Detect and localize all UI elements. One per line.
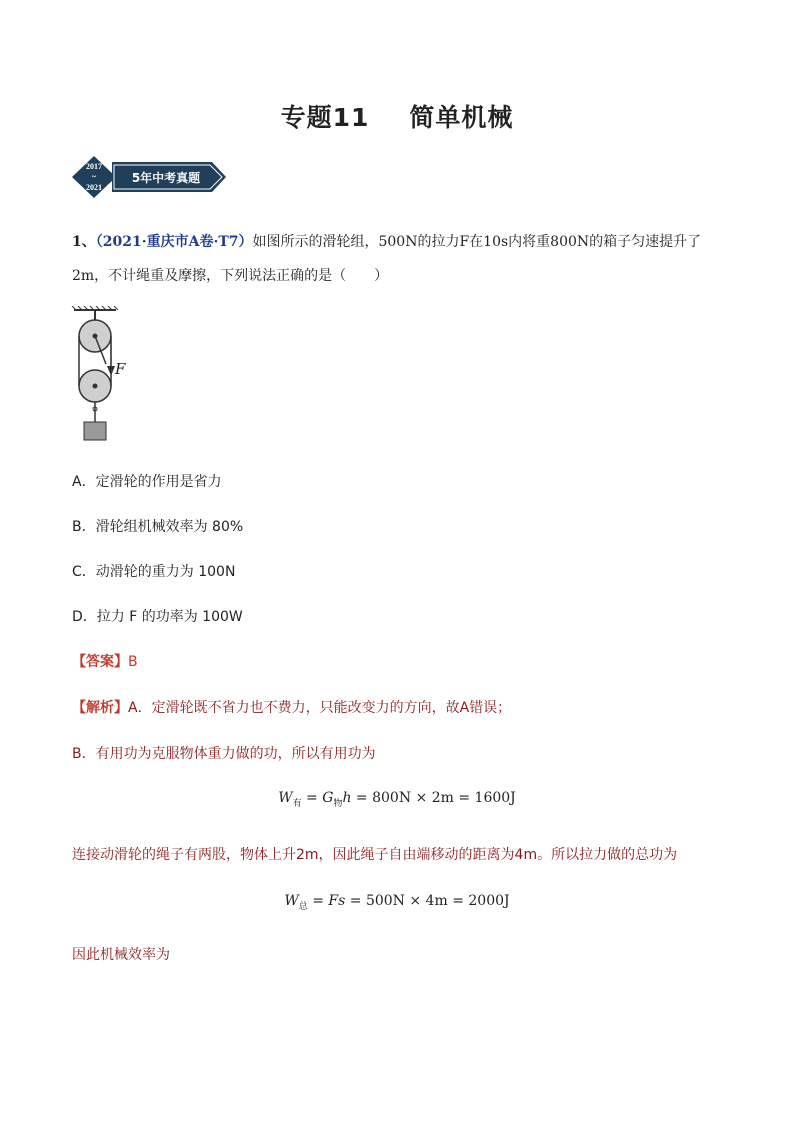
equation-total-work: $W_总 = Fs = 500N \times 4m = 2000J$ [284,893,510,912]
banner-tilde: ~ [91,172,97,181]
force-arrow-icon [107,366,115,376]
banner-label: 5年中考真题 [131,171,201,185]
section-banner [72,154,232,200]
box-icon [84,422,106,440]
pulley-figure [70,306,150,444]
title-part-number: 专题11 [280,103,370,132]
analysis-line-1 [72,698,511,718]
question-text-1: 如图所示的滑轮组，500N的拉力F在10s内将重800N的箱子匀速提升了 [252,234,702,250]
option-b: B．滑轮组机械效率为 80% [72,519,244,535]
analysis-line-4: 因此机械效率为 [72,947,170,963]
option-a: A．定滑轮的作用是省力 [72,474,222,490]
title-part-topic: 简单机械 [409,103,514,132]
option-c: C．动滑轮的重力为 100N [72,564,236,580]
page-title [0,98,794,134]
question-text-2: 2m，不计绳重及摩擦，下列说法正确的是（ ） [72,268,389,284]
answer-tag: 【答案】 [72,654,128,670]
banner-year-start: 2017 [86,162,102,171]
force-label: F [115,360,126,378]
equation-useful-work: $W_有 = G_物h = 800N \times 2m = 1600J$ [278,790,516,809]
banner-year-end: 2021 [86,183,102,192]
question-number: 1、 [72,234,96,250]
question-line-2 [72,266,388,286]
answer-line [72,652,138,672]
analysis-line-2: B．有用功为克服物体重力做的功，所以有用功为 [72,746,376,762]
question-line-1 [72,232,701,252]
analysis-tag: 【解析】 [72,700,128,716]
analysis-line-3: 连接动滑轮的绳子有两股，物体上升2m，因此绳子自由端移动的距离为4m。所以拉力做的总功为 [72,847,678,863]
analysis-text-1: A．定滑轮既不省力也不费力，只能改变力的方向，故A错误； [128,700,512,716]
answer-value: B [128,654,138,670]
option-d: D．拉力 F 的功率为 100W [72,609,243,625]
question-source: （2021·重庆市A卷·T7） [95,234,253,250]
